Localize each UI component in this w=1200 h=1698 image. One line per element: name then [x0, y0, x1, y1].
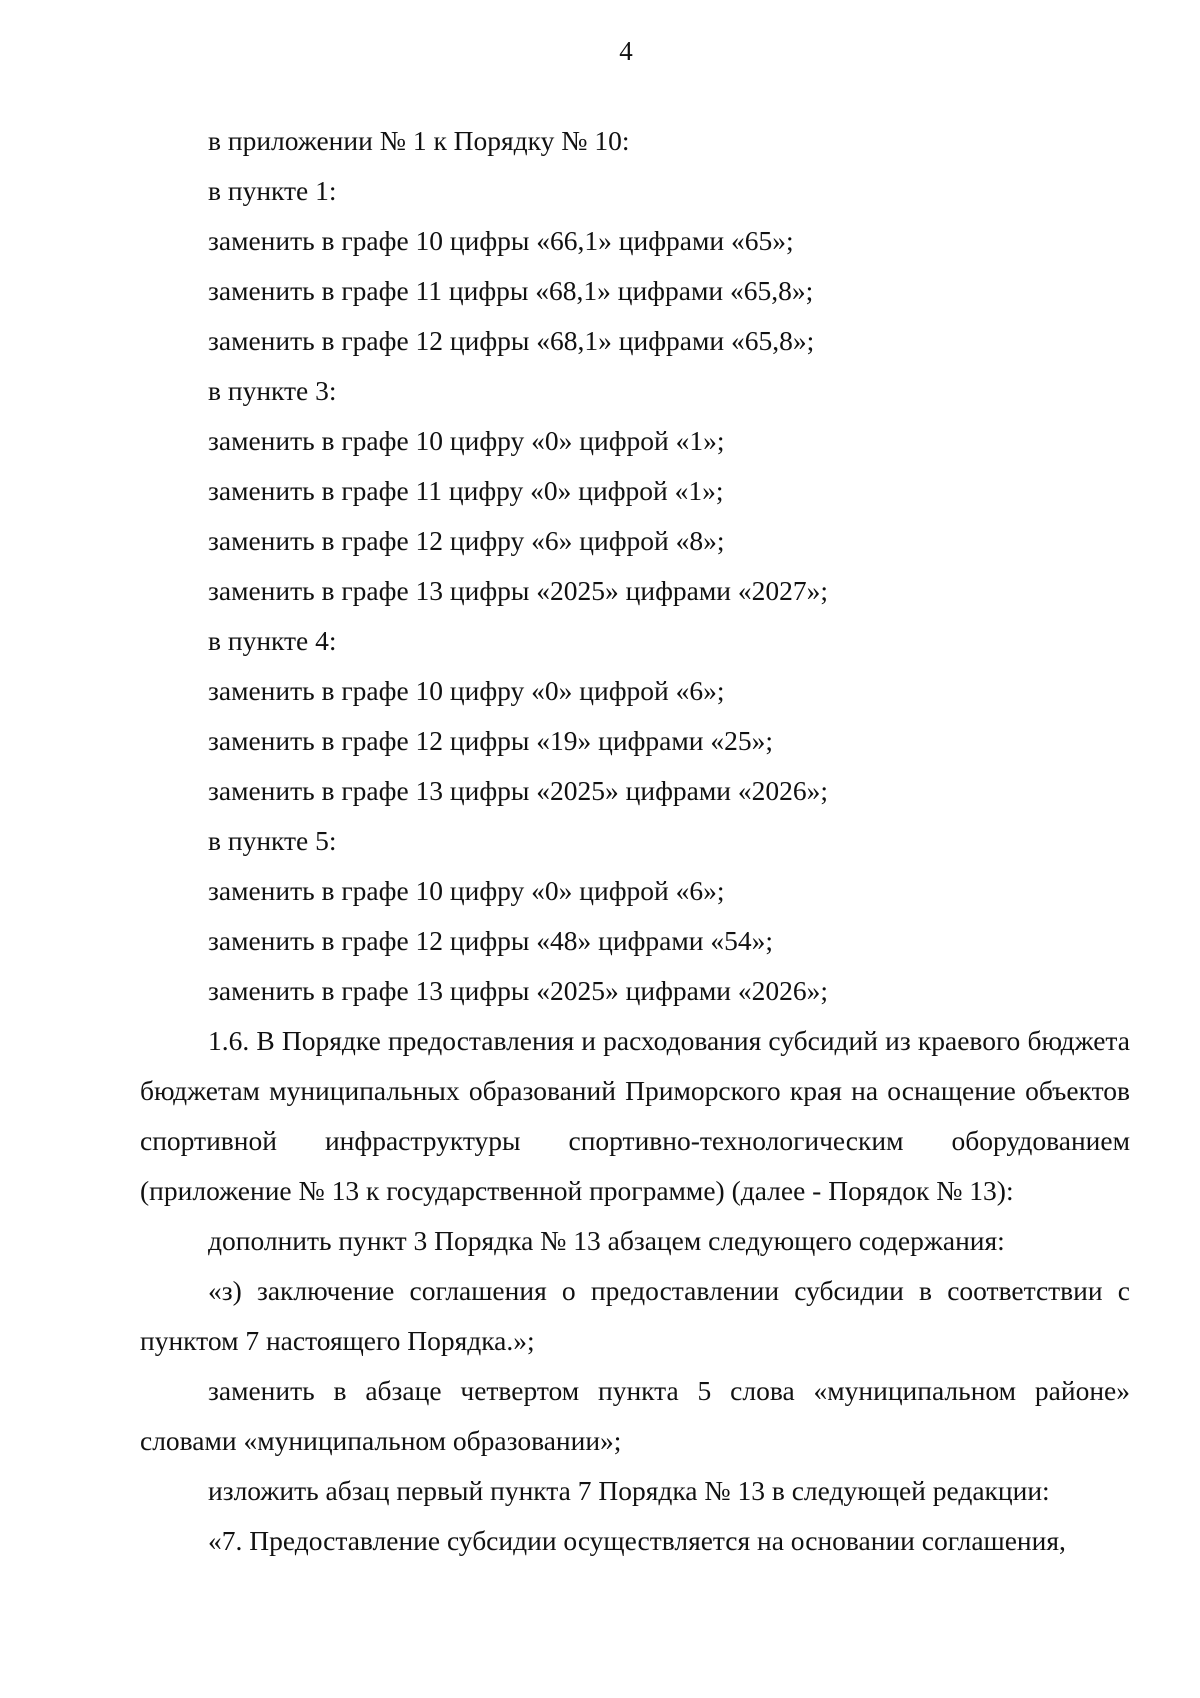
paragraph-state: изложить абзац первый пункта 7 Порядка № 13 в следующей редакции:: [208, 1475, 1050, 1506]
paragraph-7: «7. Предоставление субсидии осуществляется на основании соглашения,: [208, 1525, 1066, 1556]
text-line: в пункте 4:: [208, 625, 337, 656]
text-line: в пункте 3:: [208, 375, 337, 406]
text-line: заменить в графе 10 цифру «0» цифрой «6»;: [208, 875, 725, 906]
paragraph-1-6: 1.6. В Порядке предоставления и расходования субсидий из краевого бюджета бюджетам муниципальных образований Приморского края на оснащение объектов спортивной инфраструктуры спортивно-технологическим оборудованием (приложение № 13 к государственной программе) (далее - Порядок № 13):: [140, 1025, 1130, 1206]
text-line: заменить в графе 13 цифры «2025» цифрами «2026»;: [208, 975, 828, 1006]
text-line: заменить в графе 10 цифру «0» цифрой «1»;: [208, 425, 725, 456]
paragraph-replace: заменить в абзаце четвертом пункта 5 слова «муниципальном районе» словами «муниципальном образовании»;: [140, 1375, 1130, 1456]
text-line: заменить в графе 13 цифры «2025» цифрами «2026»;: [208, 775, 828, 806]
text-line: в приложении № 1 к Порядку № 10:: [208, 125, 630, 156]
text-line: заменить в графе 12 цифры «48» цифрами «54»;: [208, 925, 773, 956]
text-line: заменить в графе 11 цифру «0» цифрой «1»;: [208, 475, 724, 506]
text-line: заменить в графе 10 цифру «0» цифрой «6»;: [208, 675, 725, 706]
document-body: [140, 116, 1130, 1566]
paragraph-z: «з) заключение соглашения о предоставлении субсидии в соответствии с пунктом 7 настоящего Порядка.»;: [140, 1275, 1130, 1356]
paragraph-supplement: дополнить пункт 3 Порядка № 13 абзацем следующего содержания:: [208, 1225, 1005, 1256]
page-number: 4: [619, 36, 633, 66]
text-line: заменить в графе 11 цифры «68,1» цифрами «65,8»;: [208, 275, 814, 306]
text-line: заменить в графе 10 цифры «66,1» цифрами «65»;: [208, 225, 794, 256]
text-line: заменить в графе 12 цифру «6» цифрой «8»;: [208, 525, 725, 556]
text-line: заменить в графе 12 цифры «68,1» цифрами «65,8»;: [208, 325, 815, 356]
text-line: заменить в графе 13 цифры «2025» цифрами «2027»;: [208, 575, 828, 606]
text-line: в пункте 5:: [208, 825, 337, 856]
text-line: в пункте 1:: [208, 175, 337, 206]
text-line: заменить в графе 12 цифры «19» цифрами «25»;: [208, 725, 773, 756]
